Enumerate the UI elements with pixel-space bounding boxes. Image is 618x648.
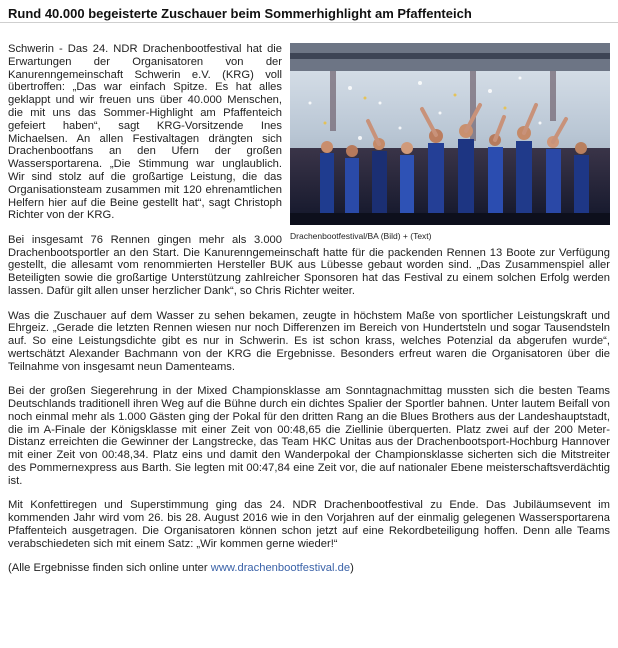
paragraph-1: Schwerin - Das 24. NDR Drachenbootfestival hat die Erwartungen der Organisatoren von der Kanurenngemeinschaft Schwerin e.V. (KRG) voll übertroffen: „Das war einfach Spitze. Es hat alles geklappt und wir freuen uns über 40.000 Menschen, die mit uns das Sommer-Highlight am Pfaffenteich gefeiert haben“, sagt KRG-Vorsitzende Ines Michaelsen. An allen Festivaltagen drängten sich Drachenbootfans an den Ufern der großen Wassersportarena. „Die Stimmung war unglaublich. Wir sind stolz auf die großartige Leistung, die das Organisationsteam zusammen mit 120 ehrenamtlichen Helfern hier auf die Beine gestellt hat“, sagt Christoph Richter von der KRG. <box>8 43 282 222</box>
article-title: Rund 40.000 begeisterte Zuschauer beim Sommerhighlight am Pfaffenteich <box>8 6 472 21</box>
paragraph-4: Bei der großen Siegerehrung in der Mixed Championsklasse am Sonntagnachmittag mussten sich die besten Teams Deutschlands traditionell ihren Weg auf die Bühne durch ein dichtes Spalier der Sportler bahnen. Unter lautem Beifall von noch einmal mehr als 1.000 Gästen ging der Pokal für den dritten Rang an die Blues Brothers aus der Landeshauptstadt, die im A-Finale der Königsklasse mit einer Zeit von 00:48,65 die Ziellinie überquerten. Platz zwei auf der 200 Meter-Distanz erreichten die Gewinner der Langstrecke, das Team HKC Unitas aus der Drachenbootsport-Hochburg Hannover mit einer Zeit von 00:48,34. Platz eins und damit den Wanderpokal der Championsklasse sicherten sich die Mitstreiter des Pommernexpress aus Barth. Sie legten mit 00:47,84 eine Zeit vor, die auf nationaler Ebene meisterschaftsverdächtig ist. <box>8 385 610 487</box>
festival-photo <box>290 43 610 225</box>
footer-prefix: (Alle Ergebnisse finden sich online unter <box>8 562 211 575</box>
photo-caption: Drachenbootfestival/BA (Bild) + (Text) <box>290 231 432 241</box>
article-body <box>8 43 610 587</box>
footer-suffix: ) <box>350 562 354 575</box>
paragraph-3: Was die Zuschauer auf dem Wasser zu sehen bekamen, zeugte in höchstem Maße von sportlicher Leistungskraft und Ehrgeiz. „Gerade die letzten Rennen wiesen nur noch Differenzen im Bereich von Hundertsteln und sogar Tausendsteln auf. So eine Leistungsdichte gibt es nur in Schwerin. Es ist schon krass, welches Potenzial da abgerufen wurde“, wertschätzt Alexander Bachmann von der KRG die Ergebnisse. Besonders erfreut waren die Organisatoren über die Teilnahme von insgesamt neun Damenteams. <box>8 309 610 373</box>
paragraph-5: Mit Konfettiregen und Superstimmung ging das 24. NDR Drachenbootfestival zu Ende. Das Jubiläumsevent im kommenden Jahr wird vom 26. bis 28. August 2016 wie in den Vorjahren auf der einmalig gelegenen Wassersportarena Pfaffenteich ausgetragen. Die Organisatoren können schon jetzt auf eine Rekordbeteiligung hoffen. Denn alle Teams verabschiedeten sich mit einem Satz: „Wir kommen gerne wieder!“ <box>8 499 610 550</box>
paragraph-2: Bei insgesamt 76 Rennen gingen mehr als 3.000 Drachenbootsportler an den Start. Die Kanurenngemeinschaft hatte für die packenden Rennen 13 Boote zur Verfügung gestellt, die allesamt vom renommierten Hersteller BUK aus Lübesse gebaut worden sind. „Das Zusammenspiel aller Beteiligten sowie die großartige Unterstützung zahlreicher Sponsoren hat das Festival zu einem solchen Erfolg werden lassen. Dafür gilt allen unser herzlicher Dank“, so Chris Richter weiter. <box>8 233 610 298</box>
festival-website-link[interactable]: www.drachenbootfestival.de <box>210 562 351 575</box>
title-divider <box>0 22 618 23</box>
article-figure <box>290 43 610 242</box>
results-footer <box>8 562 610 575</box>
